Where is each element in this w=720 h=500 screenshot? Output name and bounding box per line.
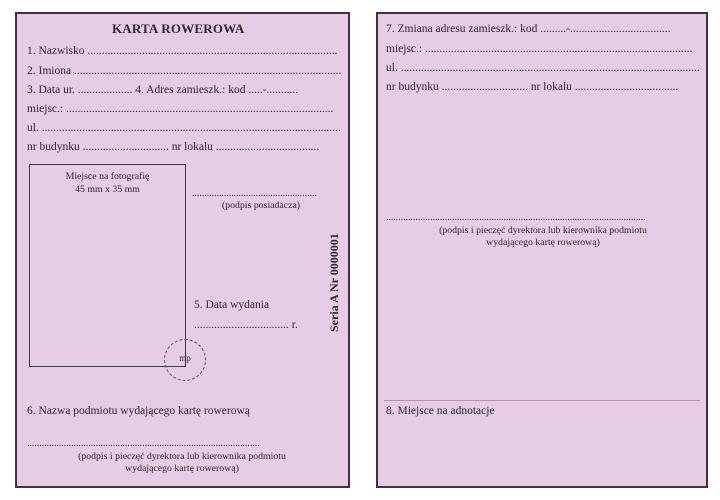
photo-caption-line1: Miejsce na fotografię [65, 171, 150, 182]
holder-signature-dots: ................................................... [192, 188, 317, 199]
new-town-field: miejsc.: ............................................................................................. [386, 43, 693, 55]
holder-signature-label: (podpis posiadacza) [222, 200, 301, 211]
notes-label: 8. Miejsce na adnotacje [386, 405, 495, 417]
right-signature-dots: .......................................................................................................... [386, 212, 646, 223]
right-signature-caption: (podpis i pieczęć dyrektora lub kierownika podmiotu wydającego kartę rowerową) [439, 225, 647, 248]
street-field: ul. ........................................................................................................ [27, 122, 341, 134]
town-field: miejsc.: ............................................................................................. [27, 103, 334, 115]
card-right-page [376, 12, 708, 488]
issuer-signature-caption: (podpis i pieczęć dyrektora lub kierownika podmiotu wydającego kartę rowerową) [78, 451, 286, 474]
issue-date-label: 5. Data wydania [194, 299, 270, 311]
photo-caption-line2: 45 mm x 35 mm [75, 184, 140, 195]
first-names-field: 2. Imiona ............................................................................................. [27, 65, 342, 77]
stamp-circle [164, 339, 206, 381]
issuer-signature-dots: ............................................................................................... [27, 438, 260, 449]
address-change-field: 7. Zmiana adresu zamieszk.: kod .........-................................... [386, 23, 671, 35]
card-title: KARTA ROWEROWA [112, 21, 245, 36]
new-street-field: ul. ........................................................................................................ [386, 62, 700, 74]
surname-field: 1. Nazwisko ....................................................................................... [27, 45, 338, 57]
issue-date-line: ................................. r. [194, 319, 298, 331]
serial-number: Seria A Nr 0000001 [327, 233, 341, 332]
building-field: nr budynku .............................. nr lokalu .................................... [27, 141, 320, 153]
card-left-page [15, 12, 350, 488]
new-building-field: nr budynku .............................. nr lokalu .................................... [386, 81, 679, 93]
stamp-label: mp [179, 353, 191, 363]
birth-date-address-field: 3. Data ur. ................... 4. Adres zamieszk.: kod .....-........... [27, 84, 299, 96]
issuer-name-label: 6. Nazwa podmiotu wydającego kartę rowerową [27, 405, 250, 417]
photo-box [29, 164, 186, 367]
notes-divider [384, 400, 700, 401]
